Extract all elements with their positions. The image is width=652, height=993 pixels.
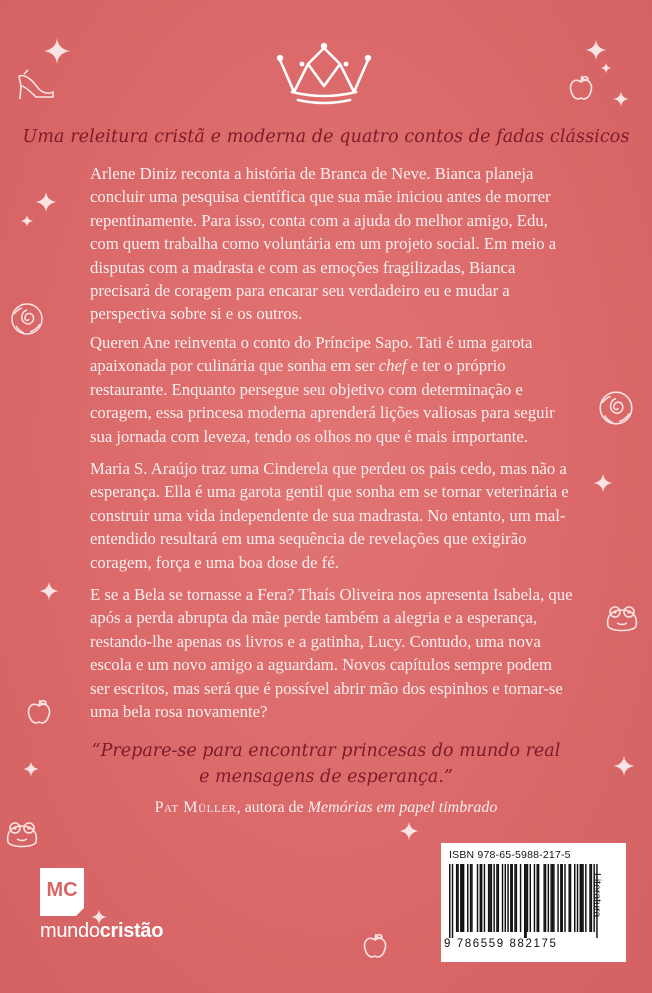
isbn-digits: 9 786559 882175 xyxy=(444,938,558,950)
synopsis-branca-de-neve: Arlene Diniz reconta a história de Branca de Neve. Bianca planeja concluir uma pesquisa científica que sua mãe iniciou antes de morrer repentinamente. Para isso, conta com a ajuda do melhor amigo, Edu, com quem trabalha como voluntária em um projeto social. Em meio a disputas com a madrasta e com as emoções fragilizadas, Bianca precisará de coragem para encarar seu verdadeiro eu e mudar a perspectiva sobre si e os outros. xyxy=(90,164,557,324)
barcode-bar xyxy=(456,864,457,932)
barcode-bar xyxy=(560,864,561,932)
barcode-bar xyxy=(537,864,538,932)
isbn-barcode xyxy=(441,843,626,962)
synopsis-bela-e-a-fera: E se a Bela se tornasse a Fera? Thaís Oliveira nos apresenta Isabela, que após a perda abrupta da mãe perde também a alegria e a esperança, restando-lhe apenas os livros e a gatinha, Lucy. Contudo, uma nova escola e um novo amigo a aguardam. Novos capítulos sempre podem ser escritos, mas será que é possível abrir mão dos espinhos e tornar-se uma bela rosa novamente? xyxy=(90,585,573,722)
barcode-bar xyxy=(449,864,450,938)
synopsis-text: Queren Ane reinventa o conto do Príncipe Sapo. Tati é uma garota apaixonada por culinária que sonha em ser xyxy=(90,333,533,376)
barcode-bar xyxy=(507,864,508,932)
endorsement-quote-line2: e mensagens de esperança.” xyxy=(199,767,453,787)
sparkle-icon xyxy=(38,580,60,602)
barcode-bar xyxy=(462,864,463,932)
publisher-mark xyxy=(40,868,84,916)
barcode-bar xyxy=(570,864,571,932)
barcode-bar xyxy=(545,864,546,932)
endorsement-quote-line1: “Prepare-se para encontrar princesas do mundo real xyxy=(91,741,561,761)
barcode-bar xyxy=(510,864,511,932)
sparkle-icon xyxy=(20,214,34,228)
barcode-bar xyxy=(457,864,458,932)
rose-icon xyxy=(596,388,636,428)
sparkle-icon xyxy=(612,90,630,108)
barcode-bar xyxy=(452,864,453,938)
barcode-bar xyxy=(550,864,551,932)
publisher-name-light: mundo xyxy=(40,920,100,942)
barcode-bar xyxy=(493,864,494,932)
barcode-bars xyxy=(449,864,599,938)
barcode-bar xyxy=(491,864,492,932)
barcode-bar xyxy=(557,864,558,932)
barcode-bar xyxy=(577,864,578,932)
apple-icon xyxy=(26,698,52,726)
publisher-name-bold: cristão xyxy=(99,920,164,942)
heel-shoe-icon xyxy=(16,66,56,102)
synopsis-cinderela: Maria S. Araújo traz uma Cinderela que perdeu os pais cedo, mas não a esperança. Ella é uma garota gentil que sonha em se tornar veterinária e construir uma vida independente de sua madrasta. No entanto, um mal-entendido resultará em uma sequência de revelações que exigirão coragem, força e uma boa dose de fé. xyxy=(90,459,569,572)
barcode-bar xyxy=(502,864,503,932)
barcode-bar xyxy=(470,864,471,932)
sparkle-icon xyxy=(592,472,614,494)
barcode-bar xyxy=(498,864,499,932)
rose-icon xyxy=(8,300,46,338)
publisher-name xyxy=(40,920,163,943)
barcode-bar xyxy=(477,864,478,932)
barcode-bar xyxy=(524,864,525,938)
barcode-bar xyxy=(496,864,497,932)
synopsis-principe-sapo xyxy=(90,331,574,448)
barcode-bar xyxy=(564,864,565,932)
barcode-bar xyxy=(525,864,526,938)
barcode-bar xyxy=(484,864,485,932)
barcode-bar xyxy=(574,864,575,932)
barcode-bar xyxy=(489,864,490,932)
sparkle-icon xyxy=(34,190,58,214)
barcode-bar xyxy=(548,864,549,932)
sparkle-icon xyxy=(600,62,612,74)
barcode-bar xyxy=(481,864,482,932)
sparkle-icon xyxy=(398,820,420,842)
barcode-bar xyxy=(534,864,535,932)
barcode-bar xyxy=(463,864,464,932)
endorsement-author: Pat Müller xyxy=(154,799,237,816)
publisher-mark-text: MC xyxy=(46,879,78,901)
barcode-bar xyxy=(512,864,513,932)
barcode-bar xyxy=(480,864,481,932)
barcode-bar xyxy=(471,864,472,932)
category-label: Literatura xyxy=(591,873,603,918)
barcode-bar xyxy=(460,864,461,932)
barcode-bar xyxy=(514,864,515,932)
barcode-bar xyxy=(553,864,554,932)
barcode-bar xyxy=(516,864,517,932)
endorsement-attribution xyxy=(0,799,652,817)
barcode-bar xyxy=(505,864,506,932)
barcode-bar xyxy=(580,864,581,932)
barcode-bar xyxy=(581,864,582,932)
frog-icon xyxy=(604,604,640,634)
frog-icon xyxy=(4,820,40,850)
barcode-bar xyxy=(568,864,569,932)
apple-icon xyxy=(568,74,594,102)
synopsis-emphasis: chef xyxy=(378,356,407,376)
sparkle-icon xyxy=(42,36,72,66)
barcode-bar xyxy=(582,864,583,932)
apple-icon xyxy=(362,932,388,960)
barcode-bar xyxy=(520,864,521,932)
barcode-bar xyxy=(488,864,489,932)
synopsis-text: e ter o próprio restaurante. Enquanto persegue seu objetivo com determinação e coragem, essa princesa moderna aprenderá lições valiosas para seguir sua jornada com leveza, tendo os olhos no que é mais importante. xyxy=(90,356,555,446)
barcode-bar xyxy=(562,864,563,932)
tagline: Uma releitura cristã e moderna de quatro contos de fadas clássicos xyxy=(22,127,630,147)
barcode-bar xyxy=(552,864,553,932)
isbn-label: ISBN 978-65-5988-217-5 xyxy=(449,849,571,861)
barcode-bar xyxy=(543,864,544,932)
barcode-bar xyxy=(527,864,528,932)
endorsement-author-suffix: , autora de xyxy=(236,799,308,816)
endorsement-book-title: Memórias em papel timbrado xyxy=(307,799,498,816)
barcode-bar xyxy=(538,864,539,932)
crown-icon xyxy=(272,42,376,106)
sparkle-icon xyxy=(584,38,608,62)
barcode-bar xyxy=(467,864,468,932)
barcode-bar xyxy=(530,864,531,932)
